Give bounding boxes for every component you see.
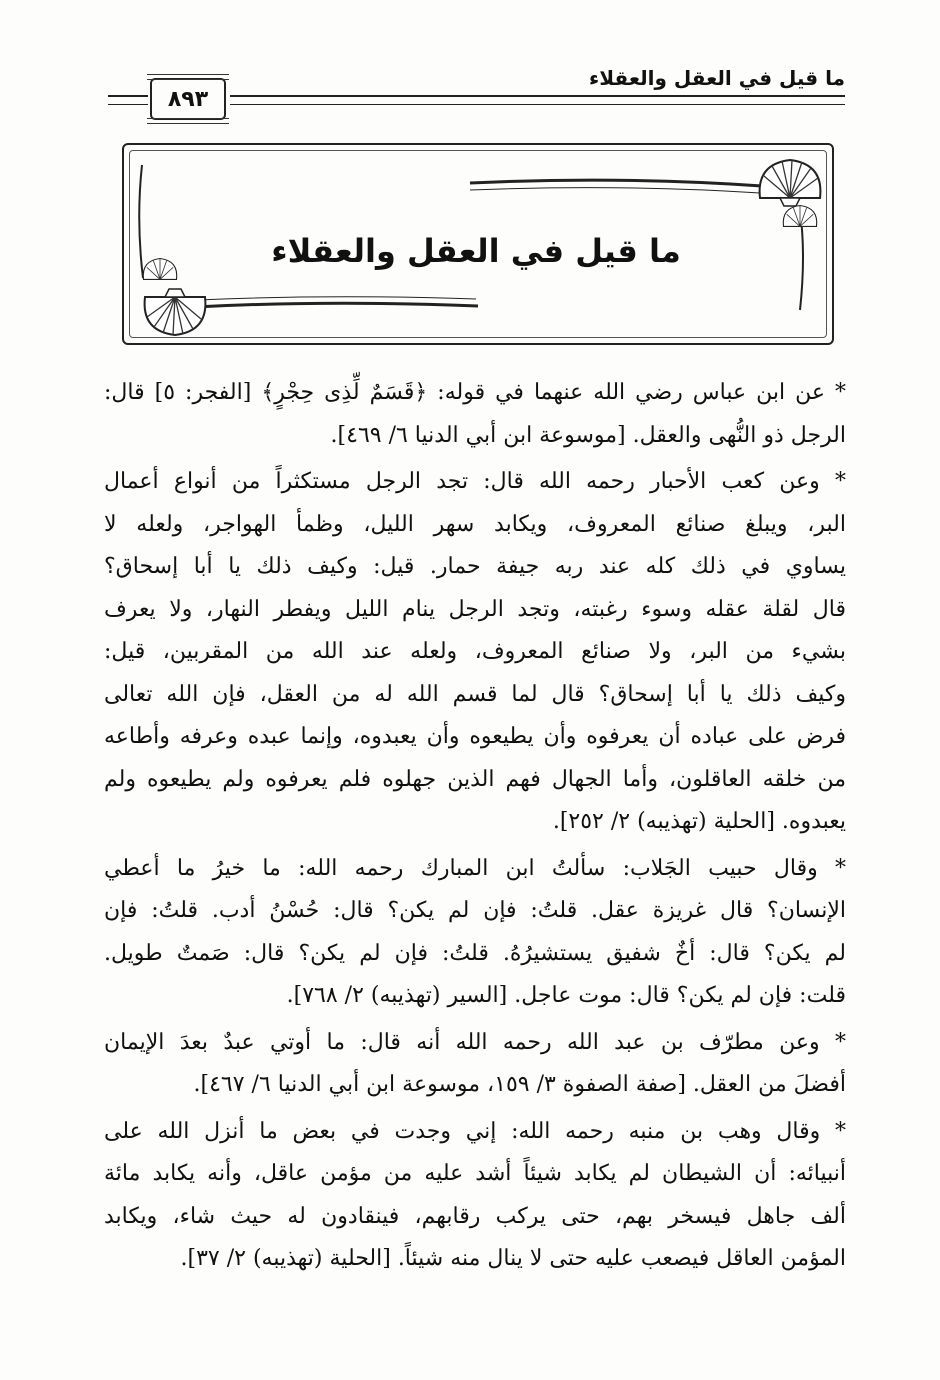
paragraph [104,461,846,844]
text-line: من خلقه العاقلون، وأما الجهال فهم الذين جهلوه فلم يعرفوه ولم يطيعوه ولم [104,766,846,792]
text-line: الرجل ذو النُّهى والعقل. [موسوعة ابن أبي الدنيا ٦/ ٤٦٩]. [330,422,846,448]
text-line: * وعن كعب الأحبار رحمه الله قال: تجد الرجل مستكثراً من أنواع أعمال [104,469,846,494]
text-line: يعبدوه. [الحلية (تهذيبه) ٢/ ٢٥٢]. [552,809,846,834]
text-line: أنبيائه: أن الشيطان لم يكابد شيئاً أشد عليه من مؤمن عاقل، وأنه يكابد مائة [104,1161,846,1186]
text-line: ألف جاهل فيسخر بهم، حتى يركب رقابهم، فينقادون له حيث شاء، ويكابد [104,1203,846,1229]
text-line: بشيء من البر، ولا صنائع المعروف، ولعله عند الله من المقربين، قيل: [104,639,846,664]
text-line: قلت: فإن لم يكن؟ قال: موت عاجل. [السير (تهذيبه) ٢/ ٧٦٨]. [286,983,846,1008]
text-line: * عن ابن عباس رضي الله عنهما في قوله: ﴿قَسَمٌ لِّذِى حِجْرٍ﴾ [الفجر: ٥] قال: [104,380,846,405]
page-number: ٨٩٣ [150,78,226,120]
text-line: المؤمن العاقل فيصعب عليه حتى لا ينال منه شيئاً. [الحلية (تهذيبه) ٢/ ٣٧]. [180,1246,846,1271]
text-line: * وقال حبيب الجَلاب: سألتُ ابن المبارك رحمه الله: ما خيرُ ما أعطي [104,855,846,881]
paragraph [104,372,846,457]
chapter-title: ما قيل في العقل والعقلاء [271,232,681,270]
text-line: قال لقلة عقله وسوء رغبته، وتجد الرجل ينام الليل ويفطر النهار، ولا يعرف [104,596,846,622]
text-line: البر، ويبلغ صنائع المعروف، ويكابد سهر الليل، وظمأ الهواجر، ولعله لا [104,511,846,537]
running-header-title: ما قيل في العقل والعقلاء [589,66,845,90]
text-line: فرض على عباده أن يعرفوه وأن يطيعوه وأن يعبدوه، وإنما عبده وعرفه وأطاعه [104,724,846,749]
text-line: لم يكن؟ قال: أخٌ شفيق يستشيرُهُ. قلتُ: فإن لم يكن؟ قال: صَمتٌ طويل. [104,940,846,966]
text-line: يساوي في ذلك كله عند ربه جيفة حمار. قيل: وكيف ذلك يا أبا إسحاق؟ [104,554,846,579]
seashell-ornament-icon [0,0,940,360]
text-line: وكيف ذلك يا أبا إسحاق؟ قال لما قسم الله له من العقل، فإن الله تعالى [104,681,846,707]
paragraph [104,1022,846,1107]
text-line: أفضلَ من العقل. [صفة الصفوة ٣/ ١٥٩، موسوعة ابن أبي الدنيا ٦/ ٤٦٧]. [193,1072,846,1097]
text-line: * وقال وهب بن منبه رحمه الله: إني وجدت في بعض ما أنزل الله على [104,1118,846,1144]
text-line: الإنسان؟ قال غريزة عقل. قلتُ: فإن لم يكن؟ قال: حُسْنُ أدب. قلتُ: فإن [104,898,846,923]
paragraph [104,848,846,1018]
paragraph [104,1111,846,1281]
text-line: * وعن مطرّف بن عبد الله رحمه الله أنه قال: ما أوتي عبدٌ بعدَ الإيمان [104,1029,846,1055]
body-text [104,372,846,1285]
